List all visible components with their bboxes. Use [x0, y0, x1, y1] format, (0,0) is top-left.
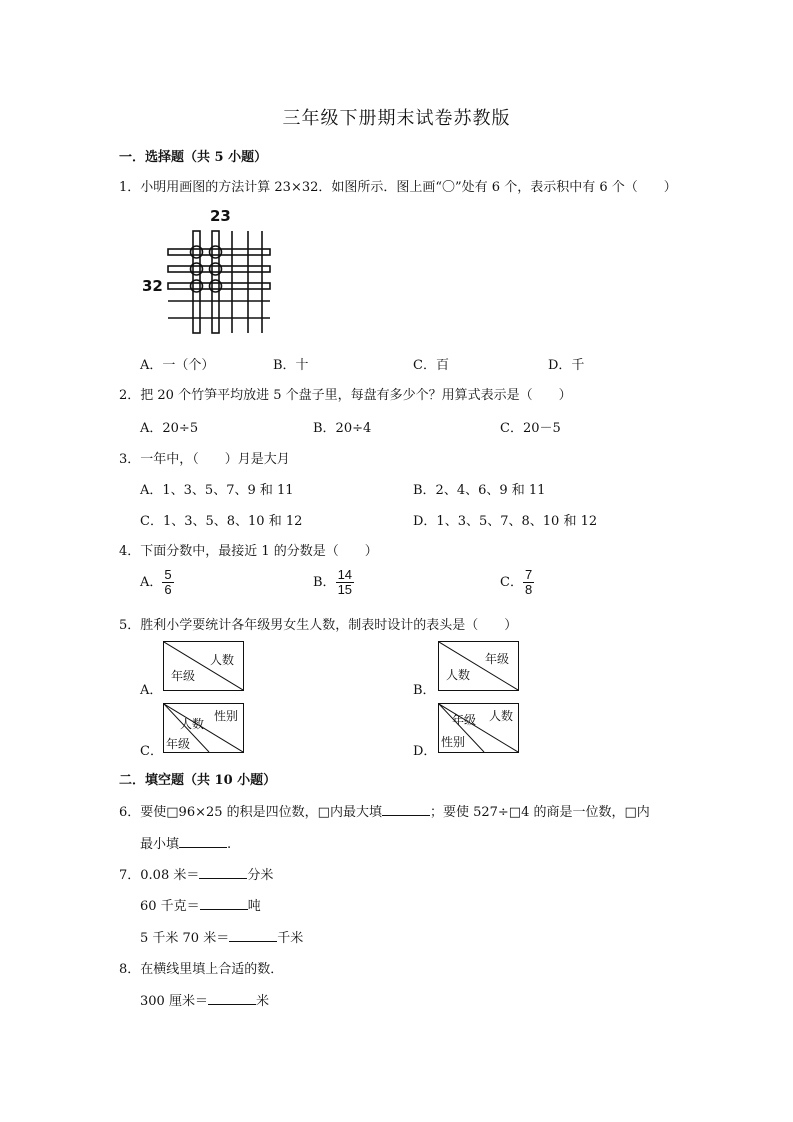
q5-option-c-label[interactable]: C． [140, 744, 163, 759]
denominator: 8 [524, 582, 533, 597]
fraction-7-8 [523, 568, 534, 597]
q4-option-a[interactable] [140, 568, 174, 597]
numerator: 14 [337, 567, 353, 582]
q3-option-b[interactable]: B．2、4、6、9 和 11 [413, 483, 546, 498]
q7-text-1a: 7．0.08 米＝ [119, 868, 200, 883]
q8-text-1b: 米 [255, 994, 269, 1009]
q2-option-a[interactable]: A．20÷5 [140, 421, 199, 436]
numerator: 7 [524, 567, 533, 582]
question-5-stem: 5．胜利小学要统计各年级男女生人数，制表时设计的表头是（ ） [119, 618, 518, 633]
header-lower-label: 人数 [446, 668, 471, 682]
q5-option-a-label[interactable]: A． [140, 683, 163, 698]
q5-option-b-label[interactable]: B． [413, 683, 436, 698]
q7-text-3a: 5 千米 70 米＝ [140, 931, 230, 946]
q4-option-c[interactable] [500, 568, 534, 597]
question-7-line-1 [119, 864, 273, 883]
header-mid-label: 人数 [180, 717, 205, 731]
q4-option-a-label: A． [140, 575, 163, 590]
q4-option-b-label: B． [313, 575, 336, 590]
header-bottom-label: 年级 [166, 737, 191, 751]
fraction-14-15 [336, 568, 354, 597]
header-upper-label: 人数 [210, 653, 235, 667]
header-bottom-label: 性别 [441, 735, 466, 749]
q6-text-4: . [227, 837, 232, 852]
q6-answer-blank-1[interactable] [382, 801, 430, 816]
q6-text-1: 6．要使□96×25 的积是四位数，□内最大填 [119, 805, 382, 820]
question-8-line-1 [140, 990, 269, 1009]
q5-option-a-table-header[interactable] [163, 641, 244, 691]
q6-text-2: ；要使 527÷□4 的商是一位数，□内 [429, 805, 650, 820]
q4-option-c-label: C． [500, 575, 523, 590]
q5-option-d-table-header[interactable] [438, 703, 519, 753]
q2-option-b[interactable]: B．20÷4 [313, 421, 372, 436]
q6-text-3: 最小填 [140, 837, 180, 852]
q1-option-d[interactable]: D．千 [548, 358, 585, 373]
q3-option-a[interactable]: A．1、3、5、7、9 和 11 [140, 483, 294, 498]
q4-option-b[interactable] [313, 568, 354, 597]
q3-option-d[interactable]: D．1、3、5、7、8、10 和 12 [413, 514, 598, 529]
q3-option-c[interactable]: C．1、3、5、8、10 和 12 [140, 514, 303, 529]
q7-answer-blank-3[interactable] [229, 927, 277, 942]
q1-option-b[interactable]: B．十 [273, 358, 309, 373]
figure-label-32: 32 [142, 277, 163, 295]
question-4-stem: 4．下面分数中，最接近 1 的分数是（ ） [119, 544, 378, 559]
question-6-line-2 [140, 833, 231, 852]
numerator: 5 [164, 567, 172, 582]
multiplication-line-figure [140, 205, 280, 340]
denominator: 6 [164, 582, 172, 597]
q5-option-d-label[interactable]: D． [413, 744, 437, 759]
question-3-stem: 3．一年中，（ ）月是大月 [119, 452, 290, 467]
figure-label-23: 23 [210, 207, 231, 225]
question-7-line-3 [140, 927, 303, 946]
q7-answer-blank-1[interactable] [199, 864, 247, 879]
page-title: 三年级下册期末试卷苏教版 [282, 108, 511, 129]
q1-option-c[interactable]: C．百 [413, 358, 449, 373]
q7-text-2a: 60 千克＝ [140, 899, 200, 914]
q2-option-c[interactable]: C．20－5 [500, 421, 561, 436]
q7-text-1b: 分米 [247, 868, 274, 883]
q5-option-b-table-header[interactable] [438, 641, 519, 691]
q5-option-c-table-header[interactable] [163, 703, 244, 753]
q8-text-1a: 300 厘米＝ [140, 994, 208, 1009]
question-7-line-2 [140, 895, 261, 914]
q7-text-2b: 吨 [247, 899, 261, 914]
q7-answer-blank-2[interactable] [200, 895, 248, 910]
grid-lines-drawing [140, 205, 280, 340]
question-1-stem: 1．小明用画图的方法计算 23×32．如图所示．图上画“〇”处有 6 个，表示积中有 6 个（ ） [119, 180, 677, 195]
header-top-label: 人数 [489, 709, 514, 723]
header-upper-label: 年级 [485, 652, 510, 666]
q7-text-3b: 千米 [277, 931, 304, 946]
question-6-line-1 [119, 801, 650, 820]
section-heading-choice: 一．选择题（共 5 小题） [119, 150, 268, 165]
header-lower-label: 年级 [171, 669, 196, 683]
header-top-label: 性别 [214, 709, 239, 723]
q6-answer-blank-2[interactable] [179, 833, 227, 848]
fraction-5-6 [162, 568, 173, 597]
q8-answer-blank-1[interactable] [208, 990, 256, 1005]
question-2-stem: 2．把 20 个竹笋平均放进 5 个盘子里，每盘有多少个？用算式表示是（ ） [119, 388, 572, 403]
q1-option-a[interactable]: A．一（个） [140, 358, 215, 373]
question-8-stem: 8．在横线里填上合适的数． [119, 962, 284, 977]
section-heading-fill: 二．填空题（共 10 小题） [119, 773, 277, 788]
header-mid-label: 年级 [452, 713, 477, 727]
denominator: 15 [337, 582, 353, 597]
